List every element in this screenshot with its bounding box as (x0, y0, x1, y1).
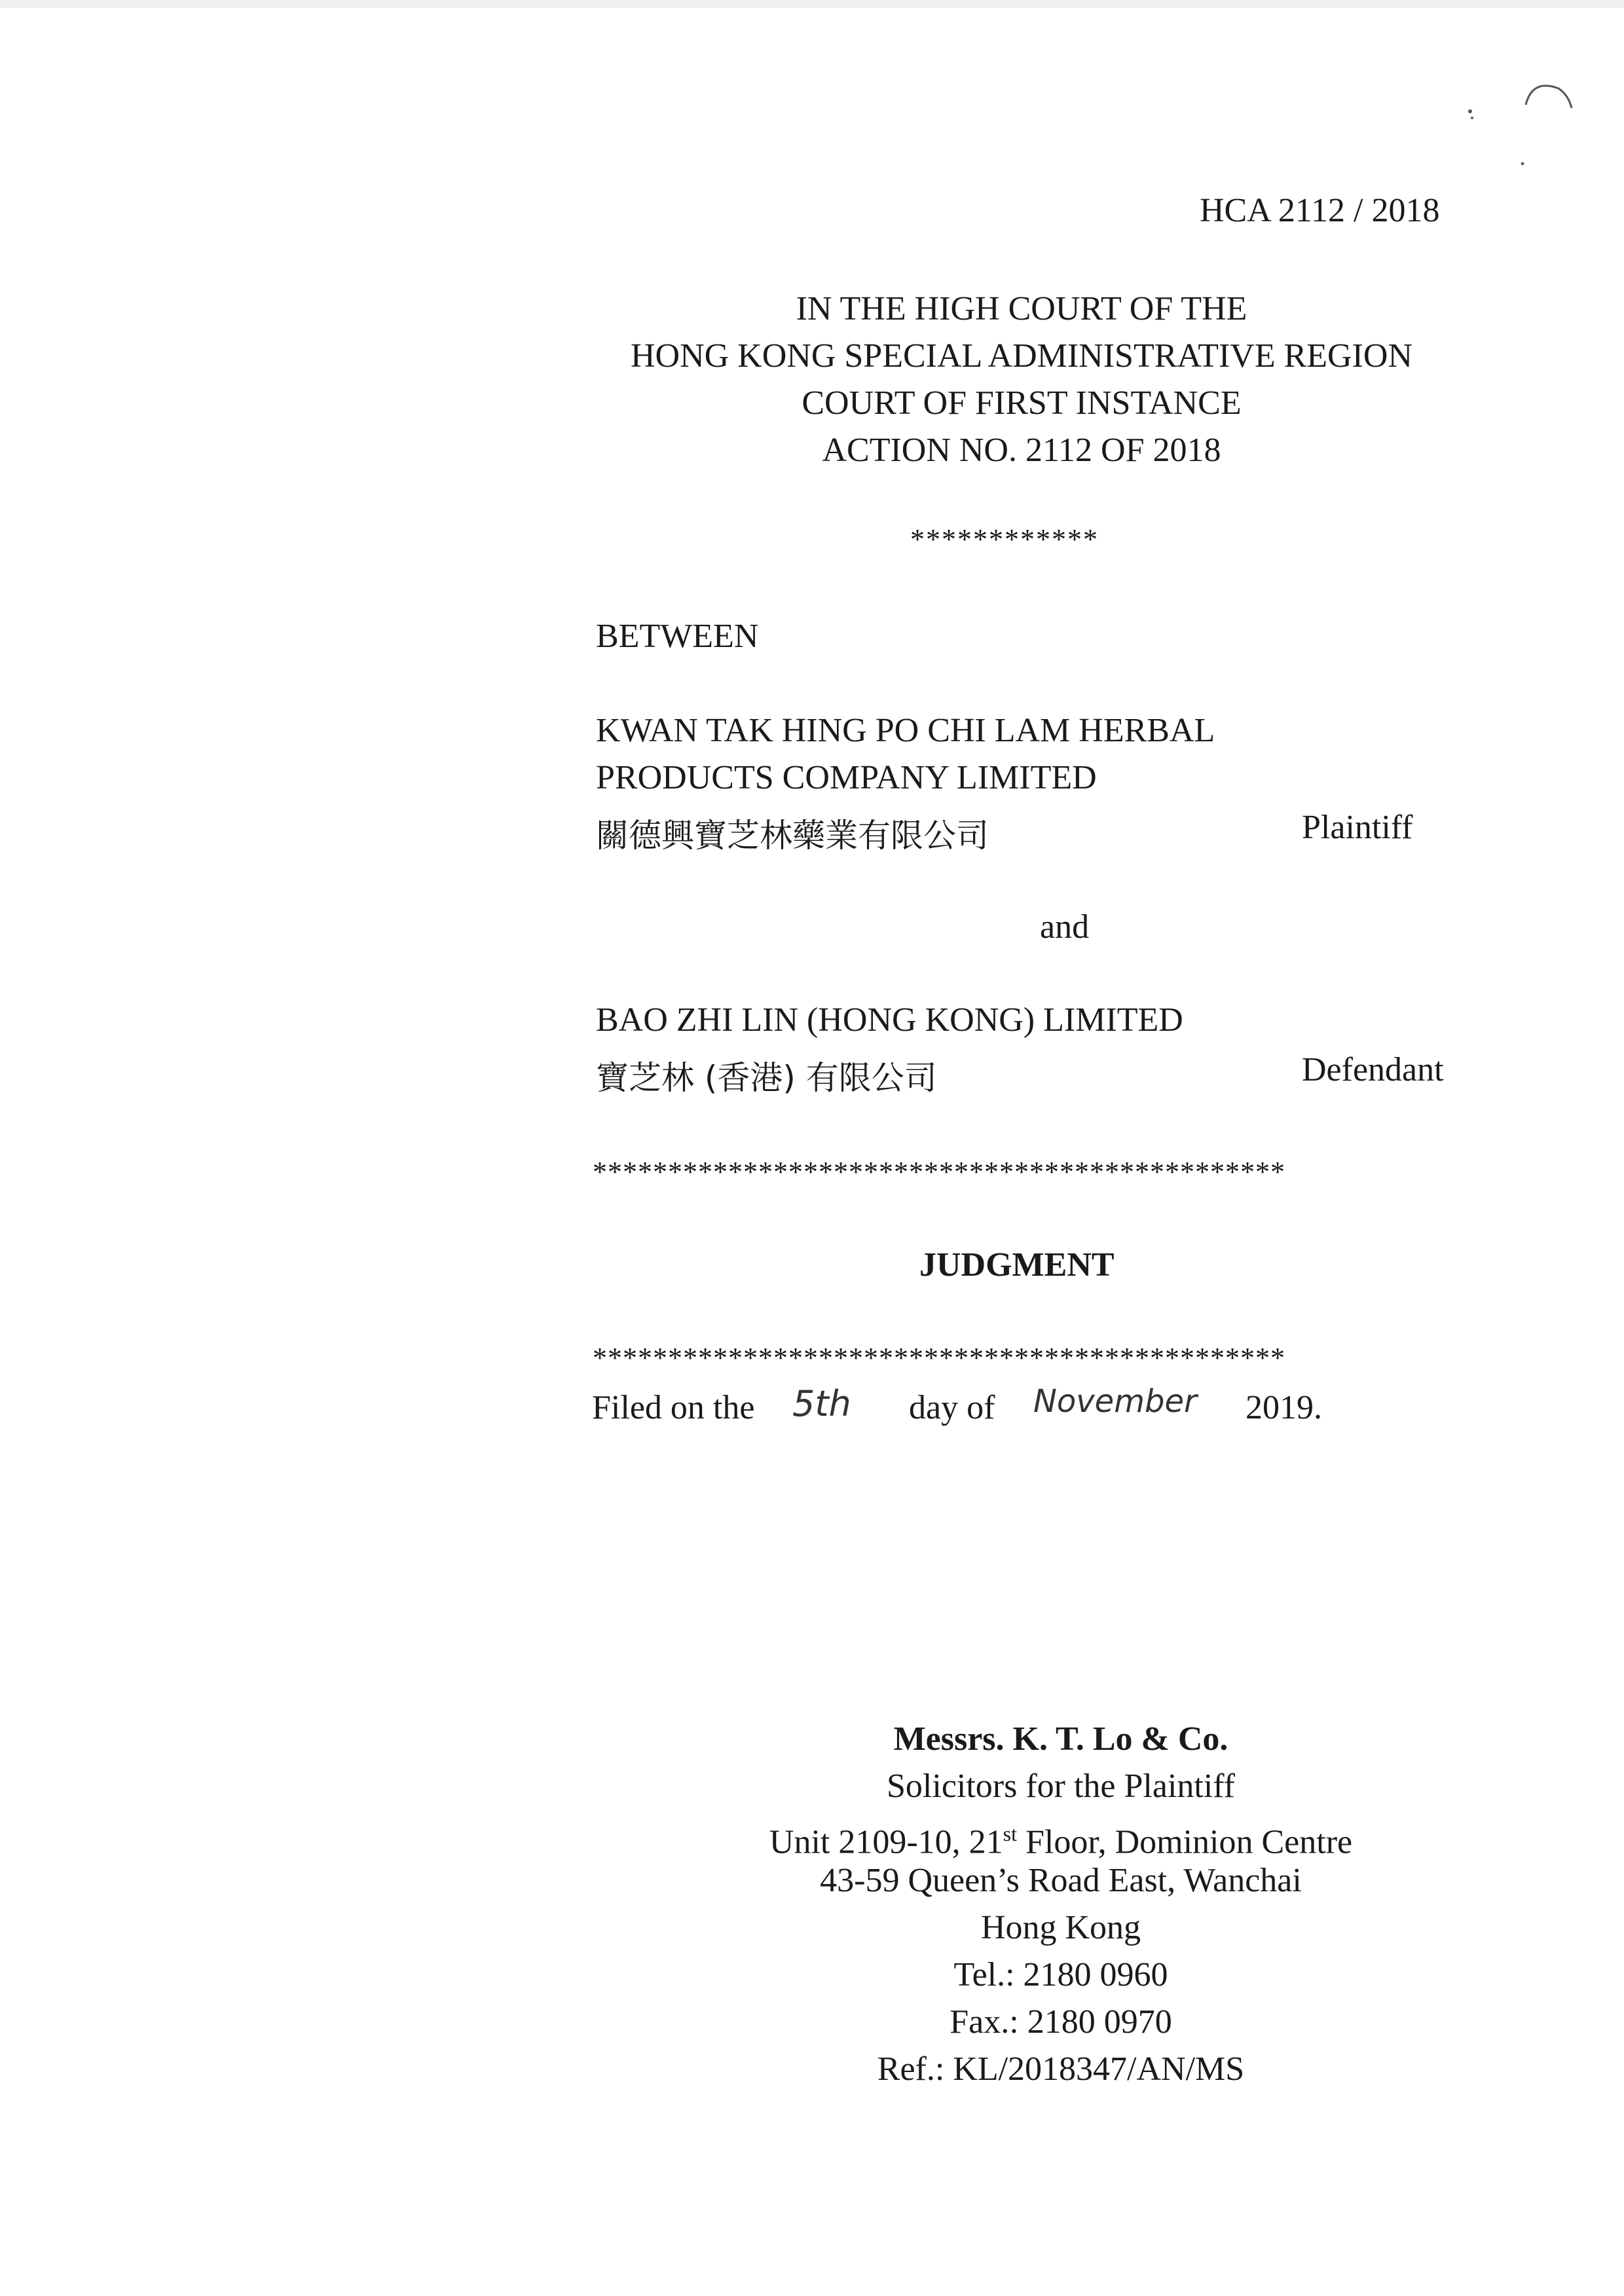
filed-year: 2019. (1246, 1389, 1322, 1426)
filed-day-handwritten: 5th (792, 1383, 851, 1424)
solicitor-fax: Fax.: 2180 0970 (950, 2003, 1172, 2041)
defendant-name-line-1: BAO ZHI LIN (HONG KONG) LIMITED (596, 1001, 1183, 1039)
defendant-chinese-name: 寶芝林 (香港) 有限公司 (596, 1059, 937, 1097)
solicitor-tel: Tel.: 2180 0960 (953, 1956, 1168, 1993)
court-heading (576, 286, 1467, 474)
solicitor-role: Solicitors for the Plaintiff (887, 1768, 1235, 1805)
filed-prefix: Filed on the (592, 1389, 755, 1426)
address-unit: Unit 2109-10, 21 (769, 1823, 1003, 1861)
court-line-3: COURT OF FIRST INSTANCE (802, 384, 1242, 422)
solicitor-address-line-2: 43-59 Queen’s Road East, Wanchai (820, 1862, 1302, 1899)
separator-short: ************ (910, 523, 1099, 555)
court-line-1: IN THE HIGH COURT OF THE (796, 290, 1247, 327)
between-label: BETWEEN (596, 618, 759, 655)
plaintiff-chinese-name: 關德興寶芝林藥業有限公司 (596, 817, 989, 855)
address-floor: Floor, Dominion Centre (1017, 1823, 1353, 1861)
filed-month-handwritten: November (1033, 1383, 1197, 1420)
plaintiff-role: Plaintiff (1302, 809, 1413, 846)
plaintiff-name-line-1: KWAN TAK HING PO CHI LAM HERBAL (596, 712, 1215, 749)
solicitor-ref: Ref.: KL/2018347/AN/MS (877, 2050, 1245, 2088)
case-reference: HCA 2112 / 2018 (1200, 192, 1440, 229)
document-title: JUDGMENT (919, 1246, 1115, 1284)
separator-long-top: ********************************************** (593, 1156, 1285, 1188)
solicitor-firm: Messrs. K. T. Lo & Co. (893, 1720, 1228, 1758)
plaintiff-name-line-2: PRODUCTS COMPANY LIMITED (596, 759, 1097, 796)
court-line-4: ACTION NO. 2112 OF 2018 (822, 432, 1221, 469)
separator-long-bottom: ********************************************** (593, 1342, 1285, 1374)
solicitors-block (668, 1716, 1454, 2093)
scan-top-edge (0, 0, 1624, 8)
filed-day-of: day of (909, 1389, 995, 1426)
court-line-2: HONG KONG SPECIAL ADMINISTRATIVE REGION (630, 337, 1413, 375)
solicitor-address-line-3: Hong Kong (980, 1909, 1141, 1946)
and-label: and (1040, 908, 1090, 946)
scan-specks (1460, 65, 1591, 196)
defendant-role: Defendant (1302, 1051, 1444, 1088)
solicitor-address-line-1 (668, 1810, 1454, 1861)
address-ordinal-suffix: st (1003, 1822, 1017, 1845)
